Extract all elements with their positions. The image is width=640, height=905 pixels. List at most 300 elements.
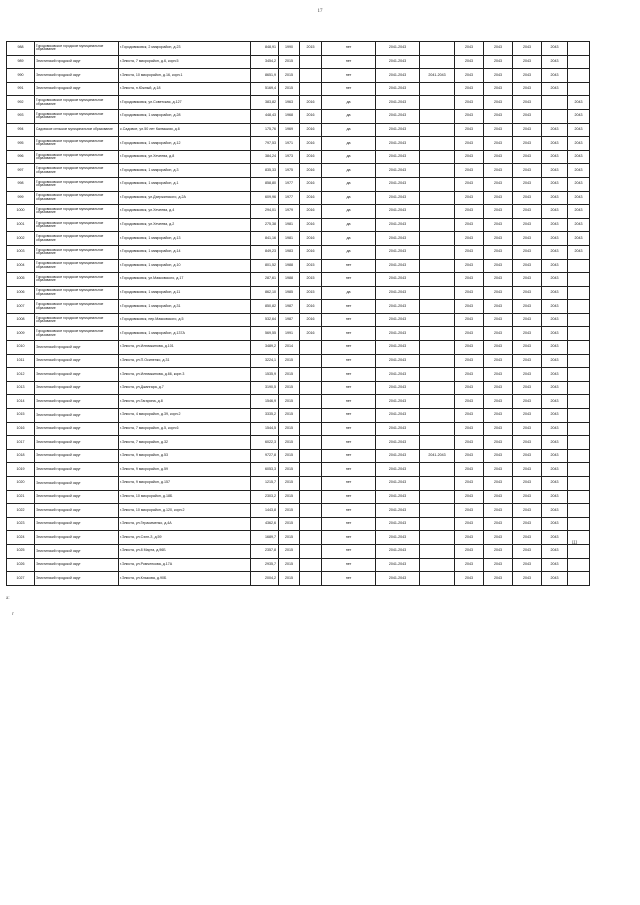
year-col-2-cell: 2043 — [484, 436, 513, 450]
year-col-2-cell: 2043 — [484, 449, 513, 463]
year-col-1-cell: 2043 — [455, 42, 484, 56]
address-cell: г.Городовиковск, 1 микрорайон, д.1 — [119, 177, 251, 191]
municipality-cell: Городовиковское городское муниципальное образование — [35, 164, 119, 178]
year-built-cell: 1977 — [279, 177, 300, 191]
row-number-cell: 1008 — [7, 313, 35, 327]
year-col-5-cell — [568, 504, 590, 518]
period-extra-cell — [420, 245, 455, 259]
year-col-2-cell: 2043 — [484, 327, 513, 341]
municipality-cell: Элистинский городской округ — [35, 409, 119, 423]
address-cell: г.Элиста, ул.Сэлн-З, д.59 — [119, 531, 251, 545]
table-row — [7, 422, 590, 436]
period-extra-cell — [420, 123, 455, 137]
year-col-2-cell: 2043 — [484, 517, 513, 531]
hazard-flag-cell: нет — [322, 327, 376, 341]
year-col-1-cell: 2043 — [455, 409, 484, 423]
year-col-1-cell: 2043 — [455, 232, 484, 246]
year-col-5-cell — [568, 490, 590, 504]
year-col-5-cell — [568, 368, 590, 382]
area-cell: 1215,7 — [251, 477, 279, 491]
year-col-5-cell: 2043 — [568, 191, 590, 205]
year-built-cell: 2015 — [279, 463, 300, 477]
municipality-cell: Элистинский городской округ — [35, 504, 119, 518]
hazard-flag-cell: нет — [322, 422, 376, 436]
survey-year-cell — [300, 395, 322, 409]
year-col-1-cell: 2043 — [455, 218, 484, 232]
period-extra-cell — [420, 273, 455, 287]
area-cell: 850,82 — [251, 300, 279, 314]
year-col-5-cell: 2043 — [568, 137, 590, 151]
survey-year-cell — [300, 490, 322, 504]
table-row — [7, 504, 590, 518]
area-cell: 609,96 — [251, 191, 279, 205]
row-number-cell: 1005 — [7, 273, 35, 287]
table-row — [7, 517, 590, 531]
period-extra-cell — [420, 368, 455, 382]
year-col-1-cell: 2043 — [455, 436, 484, 450]
area-cell: 2303,2 — [251, 490, 279, 504]
period-extra-cell — [420, 150, 455, 164]
hazard-flag-cell: да — [322, 164, 376, 178]
row-number-cell: 1019 — [7, 463, 35, 477]
year-col-5-cell: 2043 — [568, 205, 590, 219]
municipality-cell: Элистинский городской округ — [35, 422, 119, 436]
period-main-cell: 2041-2043 — [376, 205, 420, 219]
year-col-5-cell — [568, 544, 590, 558]
year-col-2-cell: 2043 — [484, 150, 513, 164]
year-col-1-cell: 2043 — [455, 517, 484, 531]
hazard-flag-cell: нет — [322, 55, 376, 69]
survey-year-cell: 2015 — [300, 42, 322, 56]
year-col-1-cell: 2043 — [455, 477, 484, 491]
address-cell: г.Элиста, п.Южный, д.18 — [119, 82, 251, 96]
year-col-4-cell: 2043 — [542, 490, 568, 504]
year-col-4-cell: 2043 — [542, 150, 568, 164]
year-col-1-cell: 2043 — [455, 137, 484, 151]
row-number-cell: 989 — [7, 55, 35, 69]
area-cell: 849,23 — [251, 245, 279, 259]
row-number-cell: 990 — [7, 69, 35, 83]
year-col-5-cell — [568, 82, 590, 96]
municipality-cell: Элистинский городской округ — [35, 531, 119, 545]
table-row — [7, 69, 590, 83]
year-col-4-cell: 2043 — [542, 558, 568, 572]
survey-year-cell: 2016 — [300, 164, 322, 178]
period-main-cell: 2041-2043 — [376, 300, 420, 314]
year-col-5-cell — [568, 463, 590, 477]
year-col-3-cell: 2043 — [513, 463, 542, 477]
period-main-cell: 2041-2043 — [376, 109, 420, 123]
hazard-flag-cell: нет — [322, 436, 376, 450]
year-built-cell: 2015 — [279, 55, 300, 69]
year-col-5-cell — [568, 558, 590, 572]
year-col-1-cell: 2043 — [455, 531, 484, 545]
year-built-cell: 1979 — [279, 205, 300, 219]
year-col-4-cell: 2043 — [542, 477, 568, 491]
address-cell: г.Городовиковск, 1 микрорайон, д.12 — [119, 137, 251, 151]
year-col-3-cell: 2043 — [513, 109, 542, 123]
year-built-cell: 2015 — [279, 504, 300, 518]
year-col-3-cell: 2043 — [513, 137, 542, 151]
hazard-flag-cell: нет — [322, 69, 376, 83]
year-col-4-cell — [542, 109, 568, 123]
hazard-flag-cell: да — [322, 177, 376, 191]
year-col-3-cell: 2043 — [513, 232, 542, 246]
area-cell: 4362,6 — [251, 517, 279, 531]
municipality-cell: Городовиковское городское муниципальное образование — [35, 96, 119, 110]
year-col-1-cell: 2043 — [455, 96, 484, 110]
hazard-flag-cell: нет — [322, 544, 376, 558]
period-extra-cell — [420, 572, 455, 586]
municipality-cell: Городовиковское городское муниципальное образование — [35, 232, 119, 246]
area-cell: 448,43 — [251, 109, 279, 123]
period-main-cell: 2041-2043 — [376, 368, 420, 382]
year-col-5-cell: 2043 — [568, 164, 590, 178]
year-col-2-cell: 2043 — [484, 55, 513, 69]
year-built-cell: 1969 — [279, 123, 300, 137]
year-built-cell: 2015 — [279, 354, 300, 368]
address-cell: г.Городовиковск, ул.Советская, д.127 — [119, 96, 251, 110]
year-col-5-cell — [568, 436, 590, 450]
year-col-3-cell: 2043 — [513, 177, 542, 191]
row-number-cell: 996 — [7, 150, 35, 164]
address-cell: г.Городовиковск, ул.Дзержинского, д.2А — [119, 191, 251, 205]
survey-year-cell — [300, 517, 322, 531]
table-row — [7, 449, 590, 463]
year-col-4-cell: 2043 — [542, 300, 568, 314]
table-row — [7, 558, 590, 572]
row-number-cell: 1024 — [7, 531, 35, 545]
year-col-2-cell: 2043 — [484, 504, 513, 518]
period-main-cell: 2041-2043 — [376, 531, 420, 545]
area-cell: 1443,8 — [251, 504, 279, 518]
table-row — [7, 55, 590, 69]
period-extra-cell — [420, 42, 455, 56]
year-col-2-cell: 2043 — [484, 422, 513, 436]
period-main-cell: 2041-2043 — [376, 463, 420, 477]
hazard-flag-cell: нет — [322, 313, 376, 327]
year-col-2-cell: 2043 — [484, 177, 513, 191]
year-col-2-cell: 2043 — [484, 572, 513, 586]
year-col-2-cell: 2043 — [484, 490, 513, 504]
address-cell: г.Городовиковск, 1 микрорайон, д.3 — [119, 164, 251, 178]
year-built-cell: 1987 — [279, 300, 300, 314]
year-col-5-cell: 2043 — [568, 177, 590, 191]
year-built-cell: 2015 — [279, 544, 300, 558]
year-built-cell: 2015 — [279, 558, 300, 572]
year-built-cell: 1971 — [279, 137, 300, 151]
hazard-flag-cell: нет — [322, 517, 376, 531]
municipality-cell: Элистинский городской округ — [35, 449, 119, 463]
hazard-flag-cell: нет — [322, 354, 376, 368]
year-col-1-cell: 2043 — [455, 259, 484, 273]
period-main-cell: 2041-2043 — [376, 273, 420, 287]
address-cell: с.Садовое, ул.50 лет Калмыкии, д.6 — [119, 123, 251, 137]
row-number-cell: 1013 — [7, 381, 35, 395]
period-main-cell: 2041-2043 — [376, 490, 420, 504]
year-col-5-cell — [568, 409, 590, 423]
year-col-3-cell: 2043 — [513, 69, 542, 83]
year-col-4-cell: 2043 — [542, 422, 568, 436]
row-number-cell: 998 — [7, 177, 35, 191]
year-col-4-cell: 2043 — [542, 232, 568, 246]
area-cell: 569,55 — [251, 327, 279, 341]
period-extra-cell — [420, 82, 455, 96]
margin-mark: г — [12, 612, 15, 617]
period-extra-cell — [420, 191, 455, 205]
year-built-cell: 2015 — [279, 572, 300, 586]
table-row — [7, 477, 590, 491]
municipality-cell: Городовиковское городское муниципальное образование — [35, 259, 119, 273]
year-col-5-cell: 2043 — [568, 245, 590, 259]
area-cell: 1689,7 — [251, 531, 279, 545]
year-col-2-cell: 2043 — [484, 368, 513, 382]
survey-year-cell: 2016 — [300, 123, 322, 137]
year-col-4-cell — [542, 96, 568, 110]
year-col-3-cell: 2043 — [513, 381, 542, 395]
year-col-3-cell: 2043 — [513, 164, 542, 178]
year-built-cell: 1990 — [279, 42, 300, 56]
address-cell: г.Городовиковск, 1 микрорайон, д.13 — [119, 232, 251, 246]
address-cell: г.Городовиковск, 1 микрорайон, д.137А — [119, 327, 251, 341]
row-number-cell: 1002 — [7, 232, 35, 246]
year-col-3-cell: 2043 — [513, 477, 542, 491]
table-row — [7, 436, 590, 450]
year-col-5-cell — [568, 422, 590, 436]
period-extra-cell — [420, 436, 455, 450]
address-cell: г.Элиста, 7 микрорайон, д.32 — [119, 436, 251, 450]
year-col-2-cell: 2043 — [484, 259, 513, 273]
municipality-cell: Элистинский городской округ — [35, 69, 119, 83]
hazard-flag-cell: да — [322, 218, 376, 232]
year-col-4-cell: 2043 — [542, 42, 568, 56]
year-col-1-cell: 2043 — [455, 395, 484, 409]
hazard-flag-cell: нет — [322, 449, 376, 463]
table-row — [7, 273, 590, 287]
address-cell: г.Элиста, ул.Ромченкова, д.17А — [119, 558, 251, 572]
address-cell: г.Элиста, ул.Клыкова, д.90Б — [119, 572, 251, 586]
period-main-cell: 2041-2043 — [376, 177, 420, 191]
table-row — [7, 96, 590, 110]
hazard-flag-cell: да — [322, 109, 376, 123]
period-extra-cell — [420, 531, 455, 545]
year-col-2-cell: 2043 — [484, 463, 513, 477]
period-main-cell: 2041-2043 — [376, 422, 420, 436]
year-col-1-cell: 2043 — [455, 463, 484, 477]
survey-year-cell — [300, 341, 322, 355]
year-built-cell: 2015 — [279, 490, 300, 504]
year-col-5-cell — [568, 449, 590, 463]
period-extra-cell — [420, 313, 455, 327]
period-main-cell: 2041-2043 — [376, 544, 420, 558]
year-col-1-cell: 2043 — [455, 504, 484, 518]
year-col-2-cell: 2043 — [484, 123, 513, 137]
area-cell: 5169,4 — [251, 82, 279, 96]
year-built-cell: 1977 — [279, 191, 300, 205]
hazard-flag-cell: нет — [322, 409, 376, 423]
year-col-5-cell — [568, 69, 590, 83]
municipality-cell: Городовиковское городское муниципальное образование — [35, 300, 119, 314]
year-col-4-cell: 2043 — [542, 137, 568, 151]
municipality-cell: Элистинский городской округ — [35, 477, 119, 491]
period-extra-cell — [420, 409, 455, 423]
year-col-5-cell — [568, 42, 590, 56]
area-cell: 8651,9 — [251, 69, 279, 83]
area-cell: 2004,2 — [251, 572, 279, 586]
margin-mark: Ш — [572, 541, 578, 546]
period-main-cell: 2041-2043 — [376, 259, 420, 273]
year-col-5-cell — [568, 572, 590, 586]
year-col-3-cell: 2043 — [513, 436, 542, 450]
survey-year-cell: 2015 — [300, 259, 322, 273]
table-row — [7, 137, 590, 151]
municipality-cell: Элистинский городской округ — [35, 572, 119, 586]
year-col-3-cell: 2043 — [513, 245, 542, 259]
period-extra-cell — [420, 558, 455, 572]
row-number-cell: 1003 — [7, 245, 35, 259]
table-row — [7, 218, 590, 232]
year-col-2-cell: 2043 — [484, 531, 513, 545]
municipality-cell: Городовиковское городское муниципальное образование — [35, 205, 119, 219]
year-col-5-cell — [568, 286, 590, 300]
year-col-3-cell: 2043 — [513, 531, 542, 545]
period-main-cell: 2041-2043 — [376, 477, 420, 491]
municipality-cell: Городовиковское городское муниципальное образование — [35, 245, 119, 259]
page-number: 17 — [317, 9, 323, 14]
row-number-cell: 1010 — [7, 341, 35, 355]
year-col-3-cell: 2043 — [513, 286, 542, 300]
year-col-5-cell — [568, 341, 590, 355]
address-cell: г.Элиста, ул.П.Осипенко, д.31 — [119, 354, 251, 368]
area-cell: 1546,9 — [251, 395, 279, 409]
period-main-cell: 2041-2043 — [376, 232, 420, 246]
address-cell: г.Городовиковск, ул.Хечеева, д.2 — [119, 218, 251, 232]
register-rows — [7, 42, 590, 586]
year-col-4-cell: 2043 — [542, 436, 568, 450]
year-built-cell: 2015 — [279, 368, 300, 382]
area-cell: 841,16 — [251, 232, 279, 246]
municipality-cell: Элистинский городской округ — [35, 558, 119, 572]
address-cell: г.Элиста, ул.Джангара, д.7 — [119, 381, 251, 395]
address-cell: г.Элиста, 4 микрорайон, д.39, корп.2 — [119, 409, 251, 423]
address-cell: г.Городовиковск, 1 микрорайон, д.31 — [119, 300, 251, 314]
period-main-cell: 2041-2043 — [376, 55, 420, 69]
year-built-cell: 1988 — [279, 273, 300, 287]
year-col-5-cell: 2043 — [568, 232, 590, 246]
year-col-1-cell: 2043 — [455, 490, 484, 504]
year-col-3-cell: 2043 — [513, 273, 542, 287]
table-row — [7, 177, 590, 191]
year-built-cell: 2014 — [279, 341, 300, 355]
survey-year-cell: 2016 — [300, 150, 322, 164]
area-cell: 1544,5 — [251, 422, 279, 436]
year-col-1-cell: 2043 — [455, 354, 484, 368]
year-col-4-cell: 2043 — [542, 463, 568, 477]
area-cell: 175,76 — [251, 123, 279, 137]
year-built-cell: 2015 — [279, 477, 300, 491]
row-number-cell: 1025 — [7, 544, 35, 558]
table-row — [7, 205, 590, 219]
period-main-cell: 2041-2043 — [376, 449, 420, 463]
row-number-cell: 1000 — [7, 205, 35, 219]
row-number-cell: 1014 — [7, 395, 35, 409]
year-col-2-cell: 2043 — [484, 42, 513, 56]
year-col-4-cell: 2043 — [542, 218, 568, 232]
year-col-4-cell: 2043 — [542, 354, 568, 368]
area-cell: 3335,2 — [251, 409, 279, 423]
area-cell: 3190,5 — [251, 381, 279, 395]
address-cell: г.Городовиковск, ул.Хечеева, д.8 — [119, 150, 251, 164]
area-cell: 797,53 — [251, 137, 279, 151]
year-col-5-cell — [568, 327, 590, 341]
survey-year-cell: 2015 — [300, 273, 322, 287]
year-col-4-cell: 2043 — [542, 191, 568, 205]
table-row — [7, 123, 590, 137]
table-row — [7, 259, 590, 273]
year-col-5-cell — [568, 531, 590, 545]
hazard-flag-cell: да — [322, 150, 376, 164]
area-cell: 858,80 — [251, 177, 279, 191]
year-built-cell: 2015 — [279, 409, 300, 423]
address-cell: г.Элиста, ул.Гагарина, д.8 — [119, 395, 251, 409]
address-cell: г.Городовиковск, 1 микрорайон, д.11 — [119, 286, 251, 300]
municipality-cell: Элистинский городской округ — [35, 463, 119, 477]
municipality-cell: Элистинский городской округ — [35, 436, 119, 450]
year-col-4-cell: 2043 — [542, 341, 568, 355]
row-number-cell: 993 — [7, 109, 35, 123]
hazard-flag-cell: да — [322, 123, 376, 137]
address-cell: г.Городовиковск, 1 микрорайон, д.14 — [119, 245, 251, 259]
period-extra-cell — [420, 286, 455, 300]
year-col-4-cell: 2043 — [542, 368, 568, 382]
survey-year-cell: 2016 — [300, 177, 322, 191]
year-built-cell: 2015 — [279, 531, 300, 545]
period-extra-cell — [420, 137, 455, 151]
year-built-cell: 1981 — [279, 218, 300, 232]
year-col-1-cell: 2043 — [455, 82, 484, 96]
year-col-5-cell: 2043 — [568, 109, 590, 123]
year-col-3-cell: 2043 — [513, 341, 542, 355]
period-extra-cell — [420, 96, 455, 110]
year-col-1-cell: 2043 — [455, 109, 484, 123]
municipality-cell: Городовиковское городское муниципальное образование — [35, 150, 119, 164]
year-col-4-cell: 2043 — [542, 286, 568, 300]
row-number-cell: 1020 — [7, 477, 35, 491]
year-built-cell: 2015 — [279, 422, 300, 436]
hazard-flag-cell: нет — [322, 395, 376, 409]
period-main-cell: 2041-2043 — [376, 395, 420, 409]
hazard-flag-cell: нет — [322, 381, 376, 395]
period-main-cell: 2041-2043 — [376, 96, 420, 110]
year-col-3-cell: 2043 — [513, 354, 542, 368]
year-col-5-cell — [568, 259, 590, 273]
survey-year-cell — [300, 544, 322, 558]
period-main-cell: 2041-2043 — [376, 245, 420, 259]
area-cell: 801,52 — [251, 259, 279, 273]
address-cell: г.Элиста, 9 микрорайон, д.59 — [119, 463, 251, 477]
table-row — [7, 150, 590, 164]
period-main-cell: 2041-2043 — [376, 69, 420, 83]
year-col-3-cell: 2043 — [513, 42, 542, 56]
year-col-1-cell: 2043 — [455, 123, 484, 137]
period-extra-cell: 2041-2043 — [420, 69, 455, 83]
hazard-flag-cell: да — [322, 245, 376, 259]
address-cell: г.Элиста, ул.Герасименко, д.4А — [119, 517, 251, 531]
municipality-cell: Элистинский городской округ — [35, 368, 119, 382]
municipality-cell: Городовиковское городское муниципальное образование — [35, 273, 119, 287]
year-built-cell: 1988 — [279, 259, 300, 273]
year-col-2-cell: 2043 — [484, 313, 513, 327]
